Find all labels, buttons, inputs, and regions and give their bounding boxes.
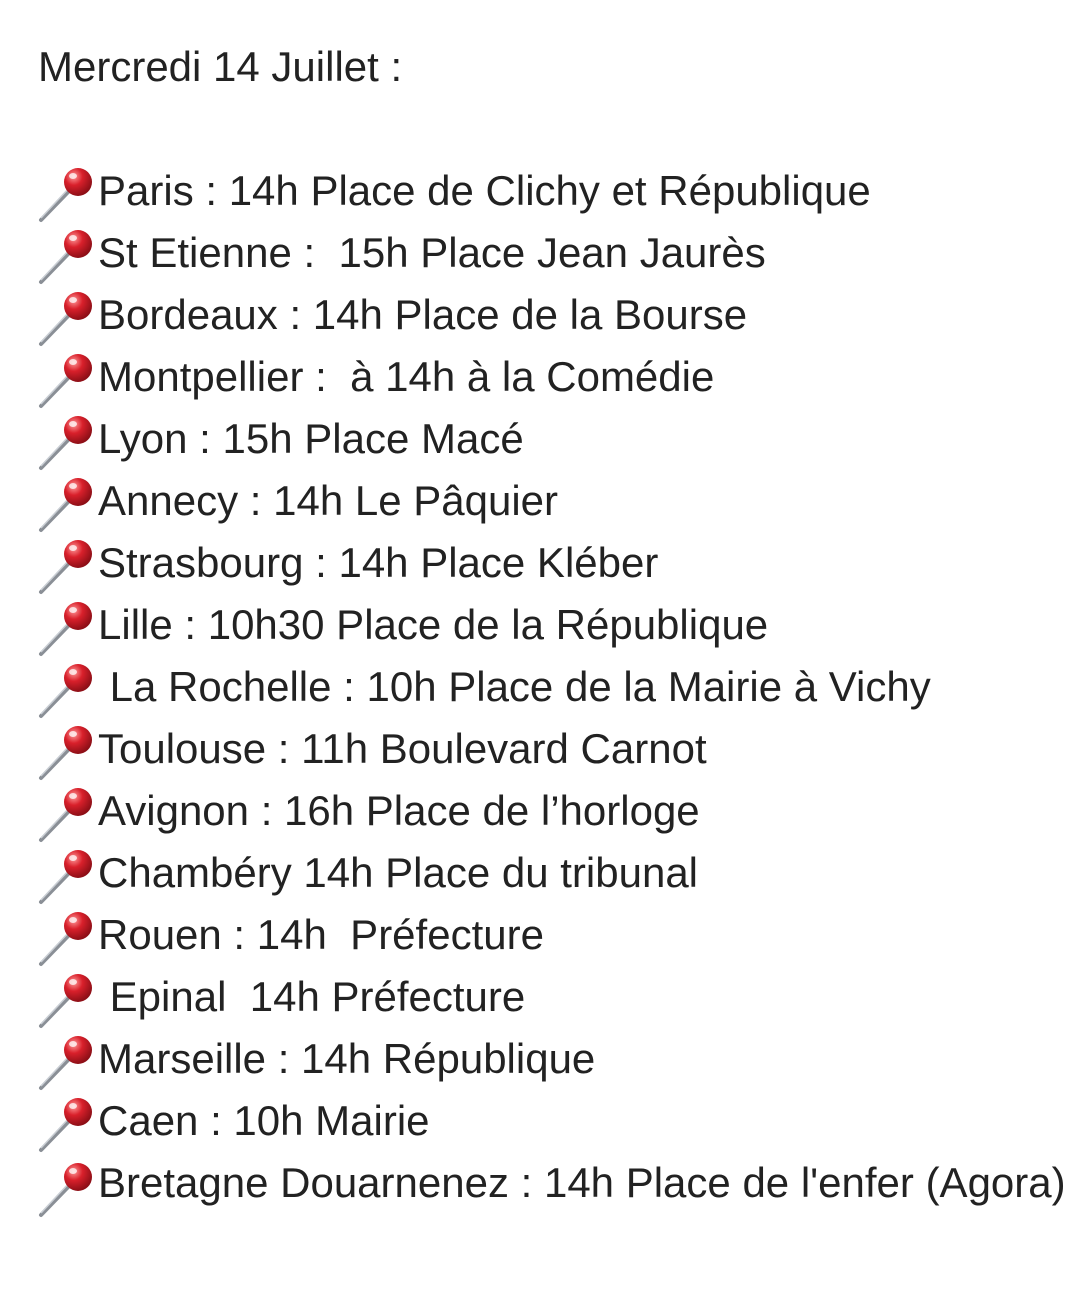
round-pushpin-icon — [38, 1161, 98, 1219]
event-entry — [38, 842, 1068, 904]
event-entry — [38, 1090, 1068, 1152]
event-entry-text: Caen : 10h Mairie — [98, 1097, 430, 1144]
event-entry-text: Toulouse : 11h Boulevard Carnot — [98, 725, 707, 772]
event-entry — [38, 1152, 1068, 1215]
message-body — [38, 36, 1068, 1215]
event-entry-text: Marseille : 14h République — [98, 1035, 596, 1082]
round-pushpin-icon — [38, 1096, 98, 1154]
event-entry-text: St Etienne : 15h Place Jean Jaurès — [98, 229, 766, 276]
event-entry — [38, 966, 1068, 1028]
round-pushpin-icon — [38, 848, 98, 906]
round-pushpin-icon — [38, 166, 98, 224]
round-pushpin-icon — [38, 352, 98, 410]
event-entry — [38, 904, 1068, 966]
event-entry-text: Chambéry 14h Place du tribunal — [98, 849, 699, 896]
event-entry-text: Paris : 14h Place de Clichy et République — [98, 167, 871, 214]
round-pushpin-icon — [38, 538, 98, 596]
event-entry — [38, 470, 1068, 532]
round-pushpin-icon — [38, 972, 98, 1030]
event-entry — [38, 718, 1068, 780]
event-entry-text: La Rochelle : 10h Place de la Mairie à Vichy — [98, 663, 931, 710]
event-entry-text: Lyon : 15h Place Macé — [98, 415, 524, 462]
event-entry-text: Rouen : 14h Préfecture — [98, 911, 544, 958]
round-pushpin-icon — [38, 1034, 98, 1092]
event-list — [38, 160, 1068, 1215]
round-pushpin-icon — [38, 414, 98, 472]
event-entry-text: Avignon : 16h Place de l’horloge — [98, 787, 700, 834]
event-entry — [38, 346, 1068, 408]
event-entry — [38, 780, 1068, 842]
event-entry — [38, 594, 1068, 656]
round-pushpin-icon — [38, 786, 98, 844]
event-entry-text: Bretagne Douarnenez : 14h Place de l'enfer (Agora) — [98, 1159, 1066, 1206]
event-entry — [38, 284, 1068, 346]
event-entry-text: Bordeaux : 14h Place de la Bourse — [98, 291, 748, 338]
event-entry-text: Lille : 10h30 Place de la République — [98, 601, 769, 648]
round-pushpin-icon — [38, 662, 98, 720]
round-pushpin-icon — [38, 910, 98, 968]
round-pushpin-icon — [38, 228, 98, 286]
round-pushpin-icon — [38, 476, 98, 534]
round-pushpin-icon — [38, 290, 98, 348]
event-entry — [38, 656, 1068, 718]
event-entry-text: Montpellier : à 14h à la Comédie — [98, 353, 715, 400]
event-entry — [38, 1028, 1068, 1090]
event-entry-text: Annecy : 14h Le Pâquier — [98, 477, 558, 524]
event-entry — [38, 532, 1068, 594]
round-pushpin-icon — [38, 600, 98, 658]
event-entry-text: Epinal 14h Préfecture — [98, 973, 526, 1020]
message-heading: Mercredi 14 Juillet : — [38, 43, 403, 90]
event-entry — [38, 160, 1068, 222]
event-entry — [38, 408, 1068, 470]
round-pushpin-icon — [38, 724, 98, 782]
event-entry — [38, 222, 1068, 284]
event-entry-text: Strasbourg : 14h Place Kléber — [98, 539, 659, 586]
